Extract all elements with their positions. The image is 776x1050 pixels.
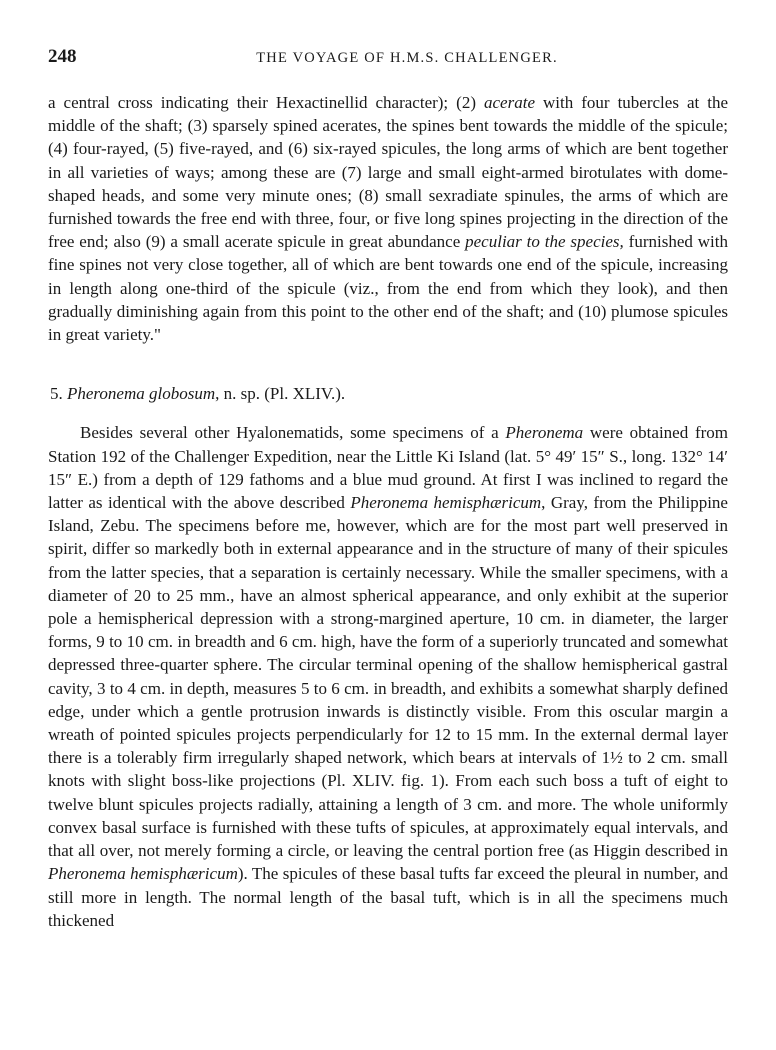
section-heading [48,382,728,405]
page-number: 248 [48,46,77,67]
running-head [48,46,742,72]
text-run: ). The spicules of these basal tufts far exceed the pleural in number, and still more in length. The normal length of the basal tuft, which is in all the specimens much thickened [48,864,728,930]
paragraph-description [48,421,728,931]
text-run: a central cross indicating their Hexactinellid character); (2) [48,93,485,112]
italic-term: acerate [484,93,535,112]
text-run: Besides several other Hyalonematids, some specimens of a [80,423,506,443]
italic-species: Pheronema hemisphæricum [350,493,542,513]
italic-genus: Pheronema [505,423,584,443]
section-number: 5. [50,384,67,404]
paragraph-continued [48,91,728,346]
body-text [48,91,728,932]
italic-phrase: peculiar to the species, [465,232,624,252]
italic-species: Pheronema hemisphæricum [48,864,238,884]
text-run: with four tubercles at the middle of the shaft; (3) sparsely spined acerates, the spines bent towards the middle of the spicule; (4) four-rayed, (5) five-rayed, and (6) six-rayed spicules, the long arms of which are bent together in all varieties of ways; among these are (7) large and small eight-armed birotulates with dome-shaped heads, and some very minute ones; (8) small sexradiate spinules, the arms of which are furnished towards the free end with three, four, or five long spines projecting in the direction of the free end; also (9) a small acerate spicule in great abundance [48,93,728,252]
text-run: furnished with fine spines not very close together, all of which are bent towards one end of the spicule, increasing in length along one-third of the spicule (viz., from the end from which they look), and then gradually diminishing again from this point to the other end of the shaft; and (10) plumose spicules in great variety." [48,232,728,345]
section-suffix: , n. sp. (Pl. XLIV.). [215,384,346,404]
species-name: Pheronema globosum [67,384,216,404]
running-title: THE VOYAGE OF H.M.S. CHALLENGER. [256,50,558,66]
text-run: , Gray, from the Philippine Island, Zebu. The specimens before me, however, which are for the most part well preserved in spirit, differ so markedly both in external appearance and in the structure of many of their spicules from the latter species, that a separation is certainly necessary. While the smaller specimens, with a diameter of 20 to 25 mm., have an almost spherical appearance, and only exhibit at the superior pole a hemispherical depression with a strong-margined aperture, 10 cm. in diameter, the larger forms, 9 to 10 cm. in breadth and 6 cm. high, have the form of a superiorly truncated and somewhat depressed three-quarter sphere. The circular terminal opening of the shallow hemispherical gastral cavity, 3 to 4 cm. in depth, measures 5 to 6 cm. in breadth, and exhibits a somewhat sharply defined edge, under which a gentle protrusion inwards is distinctly visible. From this oscular margin a wreath of pointed spicules projects perpendicularly for 12 to 15 mm. In the external dermal layer there is a tolerably firm irregularly shaped network, which bears at intervals of 1½ to 2 cm. small knots with slight boss-like projections (Pl. XLIV. fig. 1). From each such boss a tuft of eight to twelve blunt spicules projects radially, attaining a length of 3 cm. and more. The whole uniformly convex basal surface is furnished with these tufts of spicules, at approximately equal intervals, and that all over, not merely forming a circle, or leaving the central portion free (as Higgin described in [48,493,728,861]
text-run: were obtained from Station 192 of the Challenger Expedition, near the Little Ki Island (lat. 5° 49′ 15″ S., long. 132° 14′ 15″ E.) from a depth of 129 fathoms and a blue mud ground. At first I was inclined to regard the latter as identical with the above described [48,423,728,513]
